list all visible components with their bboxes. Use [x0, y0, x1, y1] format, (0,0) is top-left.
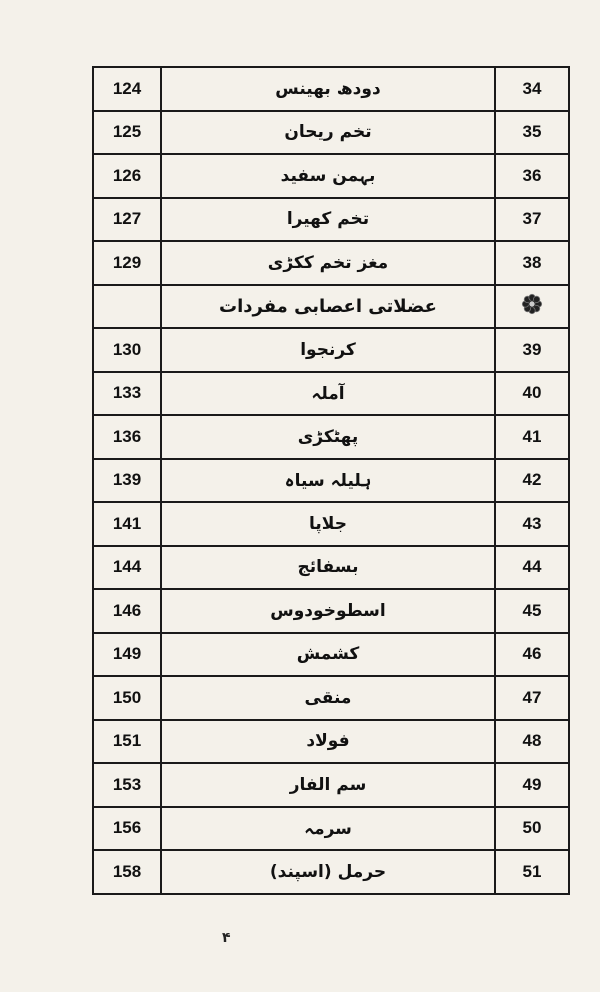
page-number-cell: 125: [93, 111, 161, 155]
entry-title-cell: پھٹکڑی: [161, 415, 495, 459]
page-number-cell: 130: [93, 328, 161, 372]
section-title: عضلاتی اعصابی مفردات: [161, 285, 495, 329]
table-row: [93, 241, 569, 285]
entry-number-cell: 51: [495, 850, 569, 894]
entry-title-cell: کرنجوا: [161, 328, 495, 372]
entry-number-cell: 40: [495, 372, 569, 416]
entry-title-cell: جلاپا: [161, 502, 495, 546]
page-number-cell: [93, 285, 161, 329]
entry-number-cell: 36: [495, 154, 569, 198]
entry-title-cell: تخم کھیرا: [161, 198, 495, 242]
table-row: [93, 589, 569, 633]
page-number-cell: 150: [93, 676, 161, 720]
section-header-row: [93, 285, 569, 329]
page-number-cell: 136: [93, 415, 161, 459]
table-row: [93, 328, 569, 372]
page-number-mark: ۴: [222, 930, 231, 946]
table-row: [93, 720, 569, 764]
table-row: [93, 372, 569, 416]
entry-number-cell: 44: [495, 546, 569, 590]
entry-number-cell: 42: [495, 459, 569, 503]
entry-title-cell: بسفائج: [161, 546, 495, 590]
page-number-cell: 156: [93, 807, 161, 851]
table-row: [93, 67, 569, 111]
entry-number-cell: 49: [495, 763, 569, 807]
table-row: [93, 546, 569, 590]
entry-title-cell: ہلیلہ سیاہ: [161, 459, 495, 503]
table-row: [93, 763, 569, 807]
page-number-cell: 144: [93, 546, 161, 590]
table-row: [93, 198, 569, 242]
entry-number-cell: 43: [495, 502, 569, 546]
entry-number-cell: 50: [495, 807, 569, 851]
table-row: [93, 459, 569, 503]
section-icon-cell: [495, 285, 569, 329]
entry-title-cell: سم الفار: [161, 763, 495, 807]
flower-ornament-icon: [521, 293, 543, 315]
page-number-cell: 141: [93, 502, 161, 546]
entry-number-cell: 47: [495, 676, 569, 720]
entry-number-cell: 41: [495, 415, 569, 459]
page-number-cell: 126: [93, 154, 161, 198]
table-row: [93, 633, 569, 677]
entry-number-cell: 39: [495, 328, 569, 372]
entry-title-cell: آملہ: [161, 372, 495, 416]
entry-number-cell: 45: [495, 589, 569, 633]
entry-number-cell: 35: [495, 111, 569, 155]
entry-title-cell: کشمش: [161, 633, 495, 677]
page-number-cell: 149: [93, 633, 161, 677]
entry-title-cell: دودھ بھینس: [161, 67, 495, 111]
entry-number-cell: 38: [495, 241, 569, 285]
entry-title-cell: بہمن سفید: [161, 154, 495, 198]
table-row: [93, 415, 569, 459]
entry-title-cell: سرمہ: [161, 807, 495, 851]
table-row: [93, 154, 569, 198]
entry-number-cell: 46: [495, 633, 569, 677]
page-number-cell: 133: [93, 372, 161, 416]
entry-number-cell: 37: [495, 198, 569, 242]
toc-body: [93, 67, 569, 894]
page-number-cell: 129: [93, 241, 161, 285]
entry-title-cell: منقی: [161, 676, 495, 720]
page-number-cell: 139: [93, 459, 161, 503]
entry-number-cell: 48: [495, 720, 569, 764]
table-row: [93, 807, 569, 851]
page-number-cell: 158: [93, 850, 161, 894]
page-number-cell: 151: [93, 720, 161, 764]
page-number-cell: 124: [93, 67, 161, 111]
entry-title-cell: حرمل (اسپند): [161, 850, 495, 894]
table-row: [93, 502, 569, 546]
entry-title-cell: مغز تخم ککڑی: [161, 241, 495, 285]
table-row: [93, 850, 569, 894]
entry-title-cell: تخم ریحان: [161, 111, 495, 155]
table-row: [93, 676, 569, 720]
page-number-cell: 153: [93, 763, 161, 807]
page-number-cell: 127: [93, 198, 161, 242]
table-row: [93, 111, 569, 155]
entry-number-cell: 34: [495, 67, 569, 111]
page-number-cell: 146: [93, 589, 161, 633]
table-of-contents: [92, 66, 570, 895]
entry-title-cell: اسطوخودوس: [161, 589, 495, 633]
entry-title-cell: فولاد: [161, 720, 495, 764]
